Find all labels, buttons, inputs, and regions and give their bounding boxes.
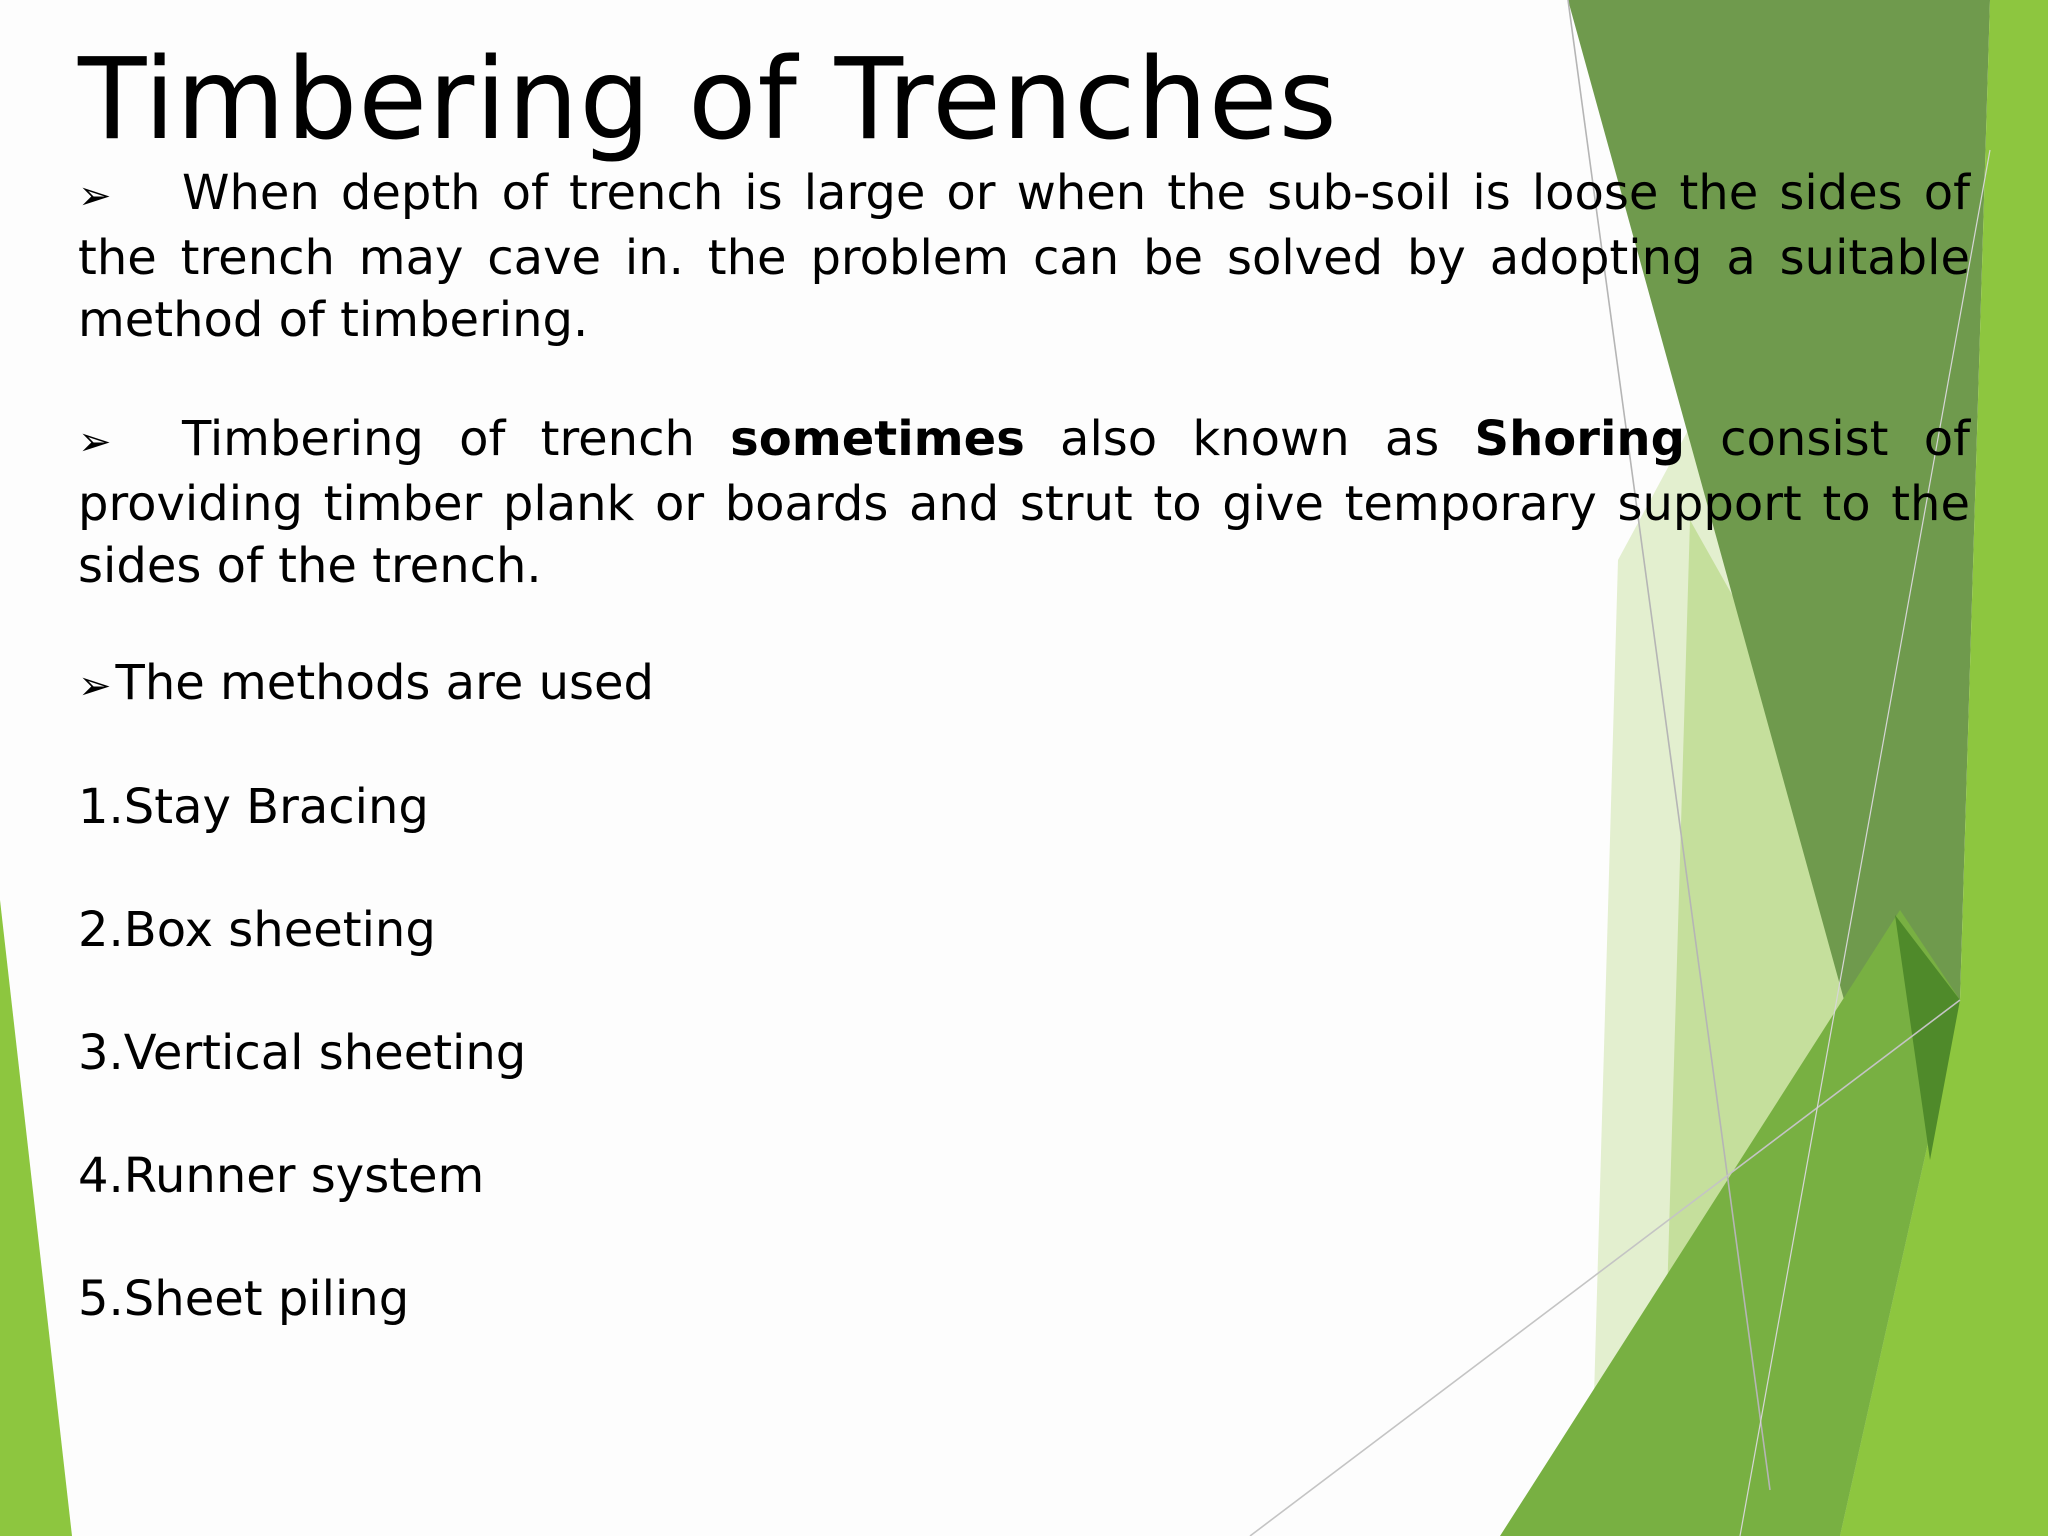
arrow-bullet-icon: ➢ [78,663,112,709]
left-green-sliver [0,900,72,1536]
method-item-vertical-sheeting: 3.Vertical sheeting [78,1025,527,1081]
method-item-runner-system: 4.Runner system [78,1148,485,1204]
method-item-stay-bracing: 1.Stay Bracing [78,779,429,835]
arrow-bullet-icon: ➢ [78,173,112,219]
method-item-box-sheeting: 2.Box sheeting [78,902,436,958]
paragraph-1-text: When depth of trench is large or when the sub-soil is loose the sides of the trench may cave in. the problem can be solved by adopting a suitable method of timbering. [78,165,1970,348]
method-item-sheet-piling: 5.Sheet piling [78,1271,410,1327]
paragraph-depth-of-trench [78,162,1970,351]
methods-heading-text: The methods are used [115,655,654,711]
paragraph-2-text-a: Timbering of trench [182,411,731,467]
arrow-bullet-icon: ➢ [78,419,112,465]
paragraph-2-bold-sometimes: sometimes [730,411,1025,467]
paragraph-2-text-b: also known as [1024,411,1475,467]
methods-heading [78,652,654,717]
paragraph-shoring [78,408,1970,597]
paragraph-2-text-c: consist of providing timber plank or boards and strut to give temporary support to the sides of the trench. [78,411,1971,594]
slide-title: Timbering of Trenches [78,35,1338,165]
paragraph-2-bold-shoring: Shoring [1474,411,1685,467]
